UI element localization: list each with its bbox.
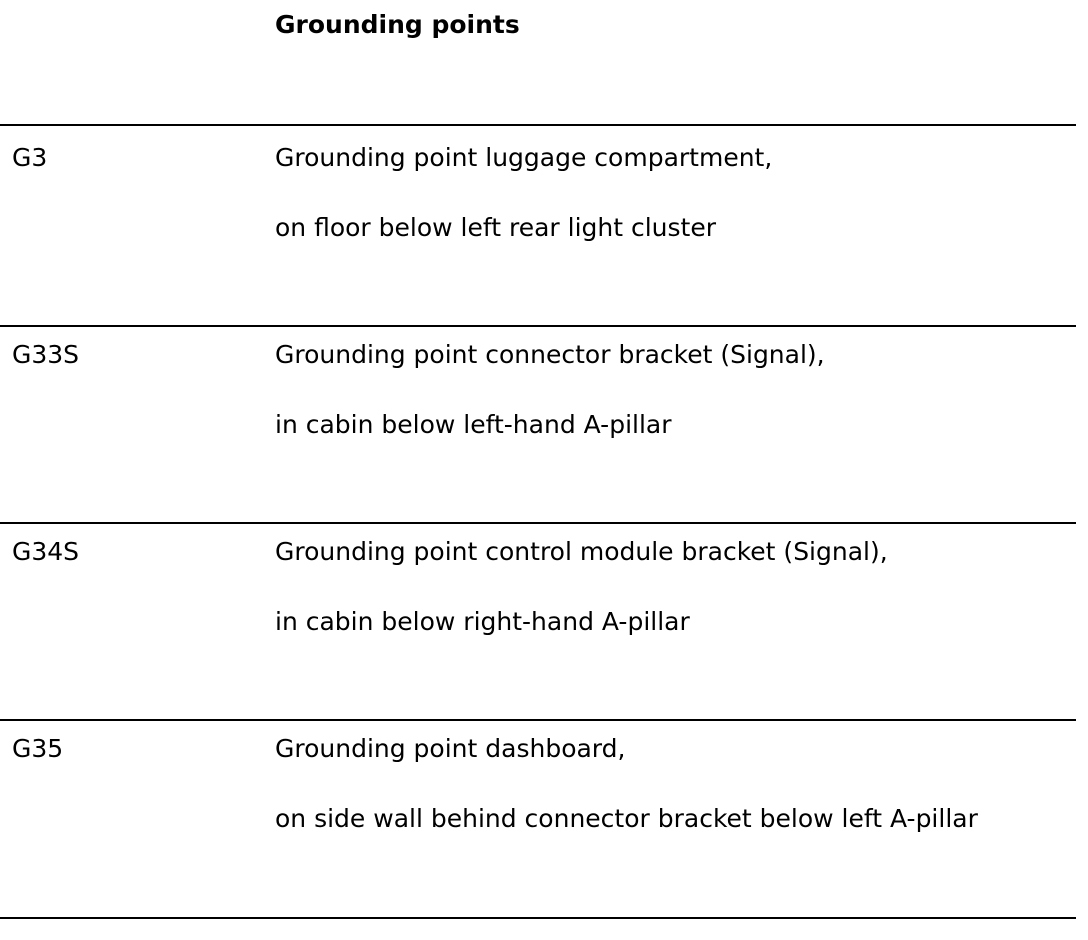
ground-location: on side wall behind connector bracket below left A-pillar [275,804,978,833]
table-divider [0,124,1076,126]
ground-description: Grounding point dashboard, [275,734,626,763]
ground-description: Grounding point luggage compartment, [275,143,773,172]
ground-location: in cabin below left-hand A-pillar [275,410,672,439]
ground-location: on floor below left rear light cluster [275,213,717,242]
table-divider [0,522,1076,524]
ground-description: Grounding point control module bracket (Signal), [275,537,888,566]
page-title: Grounding points [275,10,520,39]
table-divider [0,917,1076,919]
ground-code: G3 [12,143,48,172]
ground-code: G33S [12,340,80,369]
ground-description: Grounding point connector bracket (Signal), [275,340,825,369]
ground-code: G34S [12,537,80,566]
table-divider [0,719,1076,721]
ground-code: G35 [12,734,64,763]
table-divider [0,325,1076,327]
ground-location: in cabin below right-hand A-pillar [275,607,690,636]
